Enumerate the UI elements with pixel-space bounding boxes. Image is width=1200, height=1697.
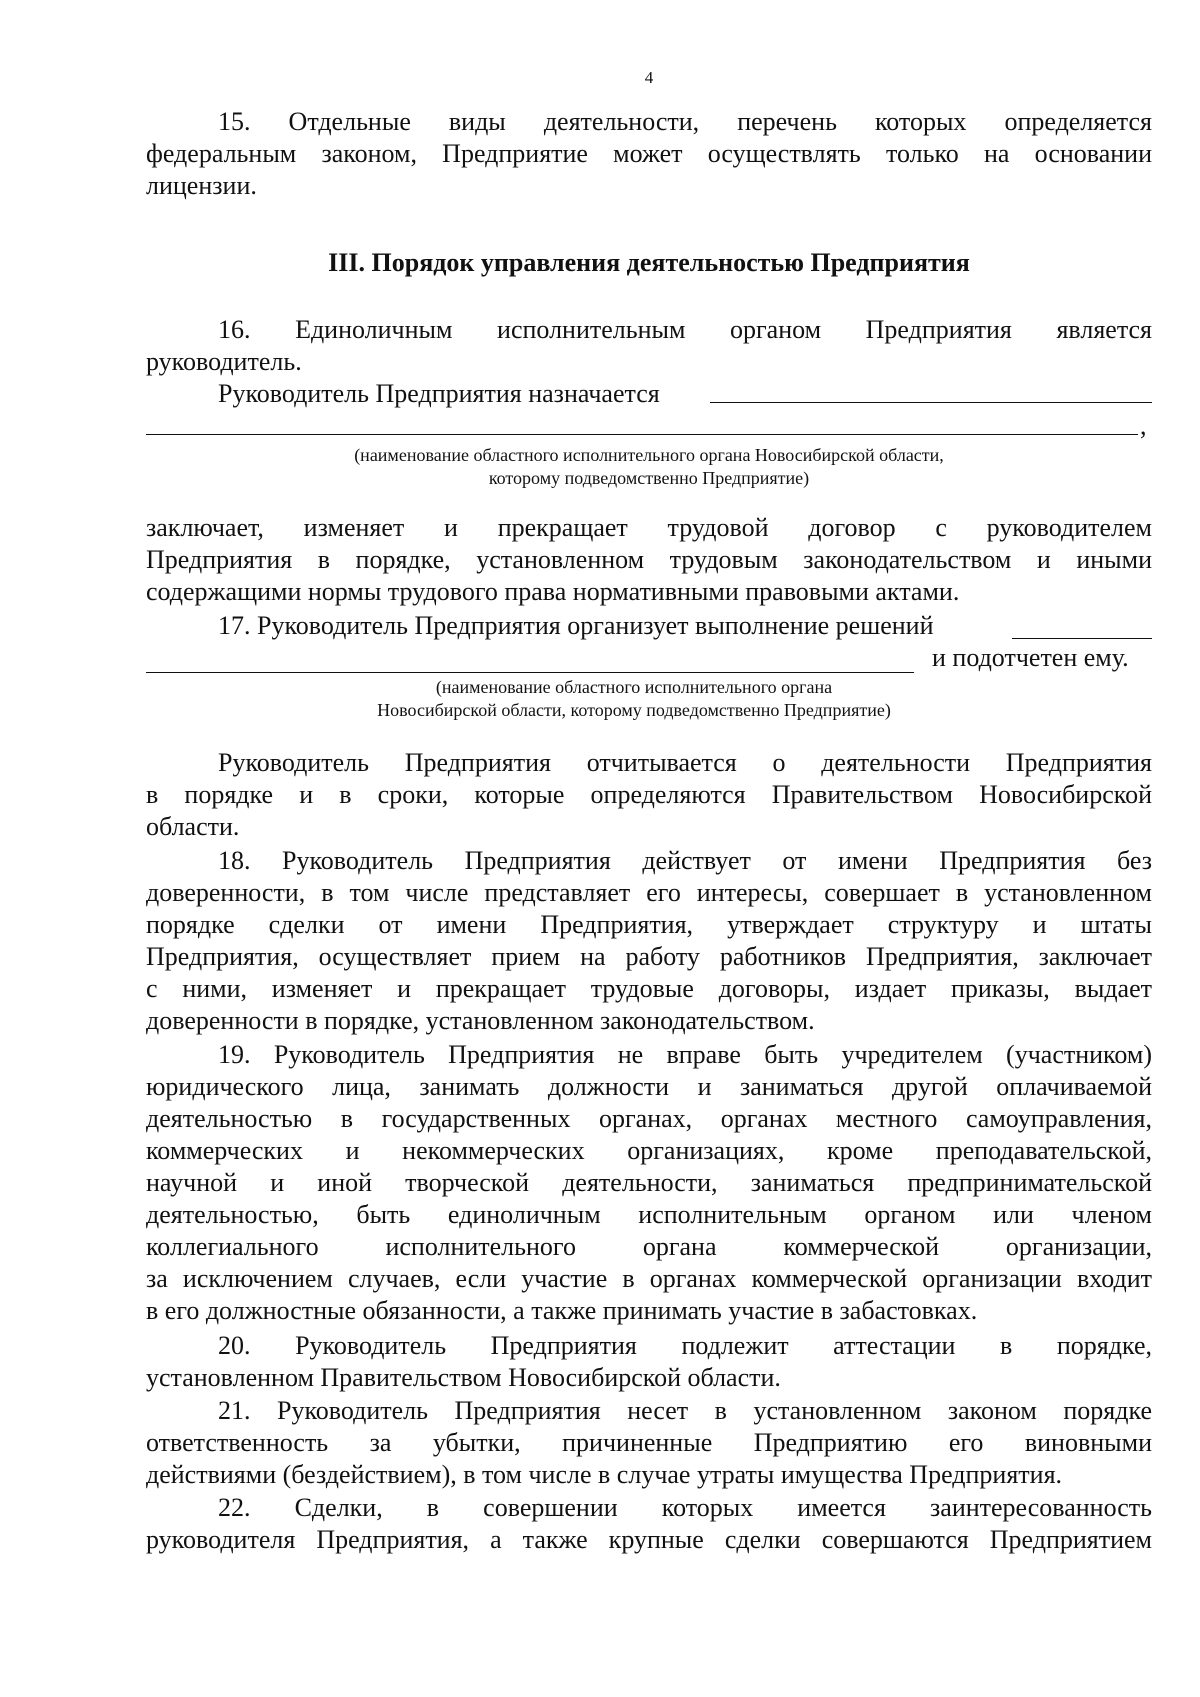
text-line: 22. Сделки, в совершении которых имеется заинтересованность <box>218 1493 1152 1522</box>
text-line: за исключением случаев, если участие в органах коммерческой организации входит <box>146 1264 1152 1293</box>
text-line: ответственность за убытки, причиненные Предприятию его виновными <box>146 1428 1152 1457</box>
paragraph-16-continued <box>146 512 1152 608</box>
fill-in-line <box>1012 638 1152 639</box>
text-line: 16. Единоличным исполнительным органом Предприятия является <box>218 315 1152 344</box>
text-line: деятельностью в государственных органах, органах местного самоуправления, <box>146 1104 1152 1133</box>
text-line: действиями (бездействием), в том числе в случае утраты имущества Предприятия. <box>146 1460 1063 1489</box>
text-line: 20. Руководитель Предприятия подлежит аттестации в порядке, <box>218 1331 1152 1360</box>
caption-line: (наименование областного исполнительного органа Новосибирской области, <box>354 445 944 465</box>
text-line: юридического лица, занимать должности и заниматься другой оплачиваемой <box>146 1072 1152 1101</box>
text-fragment: и подотчетен ему. <box>932 643 1129 672</box>
section-heading: III. Порядок управления деятельностью Предприятия <box>328 248 970 277</box>
text-line: Руководитель Предприятия назначается <box>218 379 660 408</box>
caption-line: (наименование областного исполнительного органа <box>435 677 833 697</box>
text-line: с ними, изменяет и прекращает трудовые договоры, издает приказы, выдает <box>146 974 1152 1003</box>
text-line: порядке сделки от имени Предприятия, утверждает структуру и штаты <box>146 910 1152 939</box>
paragraph-20 <box>146 1330 1152 1394</box>
text-line: деятельностью, быть единоличным исполнительным органом или членом <box>146 1200 1152 1229</box>
page-number: 4 <box>644 68 654 87</box>
text-line: Предприятия, осуществляет прием на работу работников Предприятия, заключает <box>146 942 1152 971</box>
text-line: установленном Правительством Новосибирской области. <box>146 1363 781 1392</box>
paragraph-22 <box>146 1492 1152 1556</box>
text-line: научной и иной творческой деятельности, заниматься предпринимательской <box>146 1168 1152 1197</box>
text-line: области. <box>146 812 240 841</box>
text-line: 21. Руководитель Предприятия несет в установленном законом порядке <box>218 1396 1152 1425</box>
text-line: руководитель. <box>146 347 302 376</box>
text-line: 17. Руководитель Предприятия организует выполнение решений <box>218 611 934 640</box>
text-line: коммерческих и некоммерческих организациях, кроме преподавательской, <box>146 1136 1152 1165</box>
text-line: 18. Руководитель Предприятия действует от имени Предприятия без <box>218 846 1152 875</box>
text-line: в его должностные обязанности, а также принимать участие в забастовках. <box>146 1296 978 1325</box>
text-line: в порядке и в сроки, которые определяются Правительством Новосибирской <box>146 780 1152 809</box>
paragraph-19 <box>146 1039 1152 1327</box>
fill-in-line <box>710 402 1152 403</box>
paragraph-18 <box>146 845 1152 1037</box>
text-line: содержащими нормы трудового права нормативными правовыми актами. <box>146 577 960 606</box>
text-line: 19. Руководитель Предприятия не вправе быть учредителем (участником) <box>218 1040 1152 1069</box>
text-line: федеральным законом, Предприятие может осуществлять только на основании <box>146 139 1152 168</box>
caption-line: Новосибирской области, которому подведомственно Предприятие) <box>377 700 891 720</box>
text-line: лицензии. <box>146 171 257 200</box>
fill-in-caption <box>146 444 1152 490</box>
paragraph-21 <box>146 1395 1152 1491</box>
paragraph-17 <box>146 610 1152 642</box>
text-line: доверенности, в том числе представляет его интересы, совершает в установленном <box>146 878 1152 907</box>
text-line: коллегиального исполнительного органа коммерческой организации, <box>146 1232 1152 1261</box>
fill-in-caption <box>146 676 1152 722</box>
text-line: доверенности в порядке, установленном законодательством. <box>146 1006 815 1035</box>
text-line: руководителя Предприятия, а также крупные сделки совершаются Предприятием <box>146 1525 1152 1554</box>
text-line: заключает, изменяет и прекращает трудовой договор с руководителем <box>146 513 1152 542</box>
paragraph-17-continued <box>146 747 1152 843</box>
text-line: Руководитель Предприятия отчитывается о деятельности Предприятия <box>218 748 1152 777</box>
fill-in-line <box>146 672 914 673</box>
comma-mark: , <box>1140 411 1147 440</box>
text-line: 15. Отдельные виды деятельности, перечень которых определяется <box>218 107 1152 136</box>
paragraph-15 <box>146 106 1152 202</box>
text-line: Предприятия в порядке, установленном трудовым законодательством и иными <box>146 545 1152 574</box>
fill-in-line <box>146 434 1138 435</box>
caption-line: которому подведомственно Предприятие) <box>488 468 810 488</box>
paragraph-16 <box>146 314 1152 410</box>
